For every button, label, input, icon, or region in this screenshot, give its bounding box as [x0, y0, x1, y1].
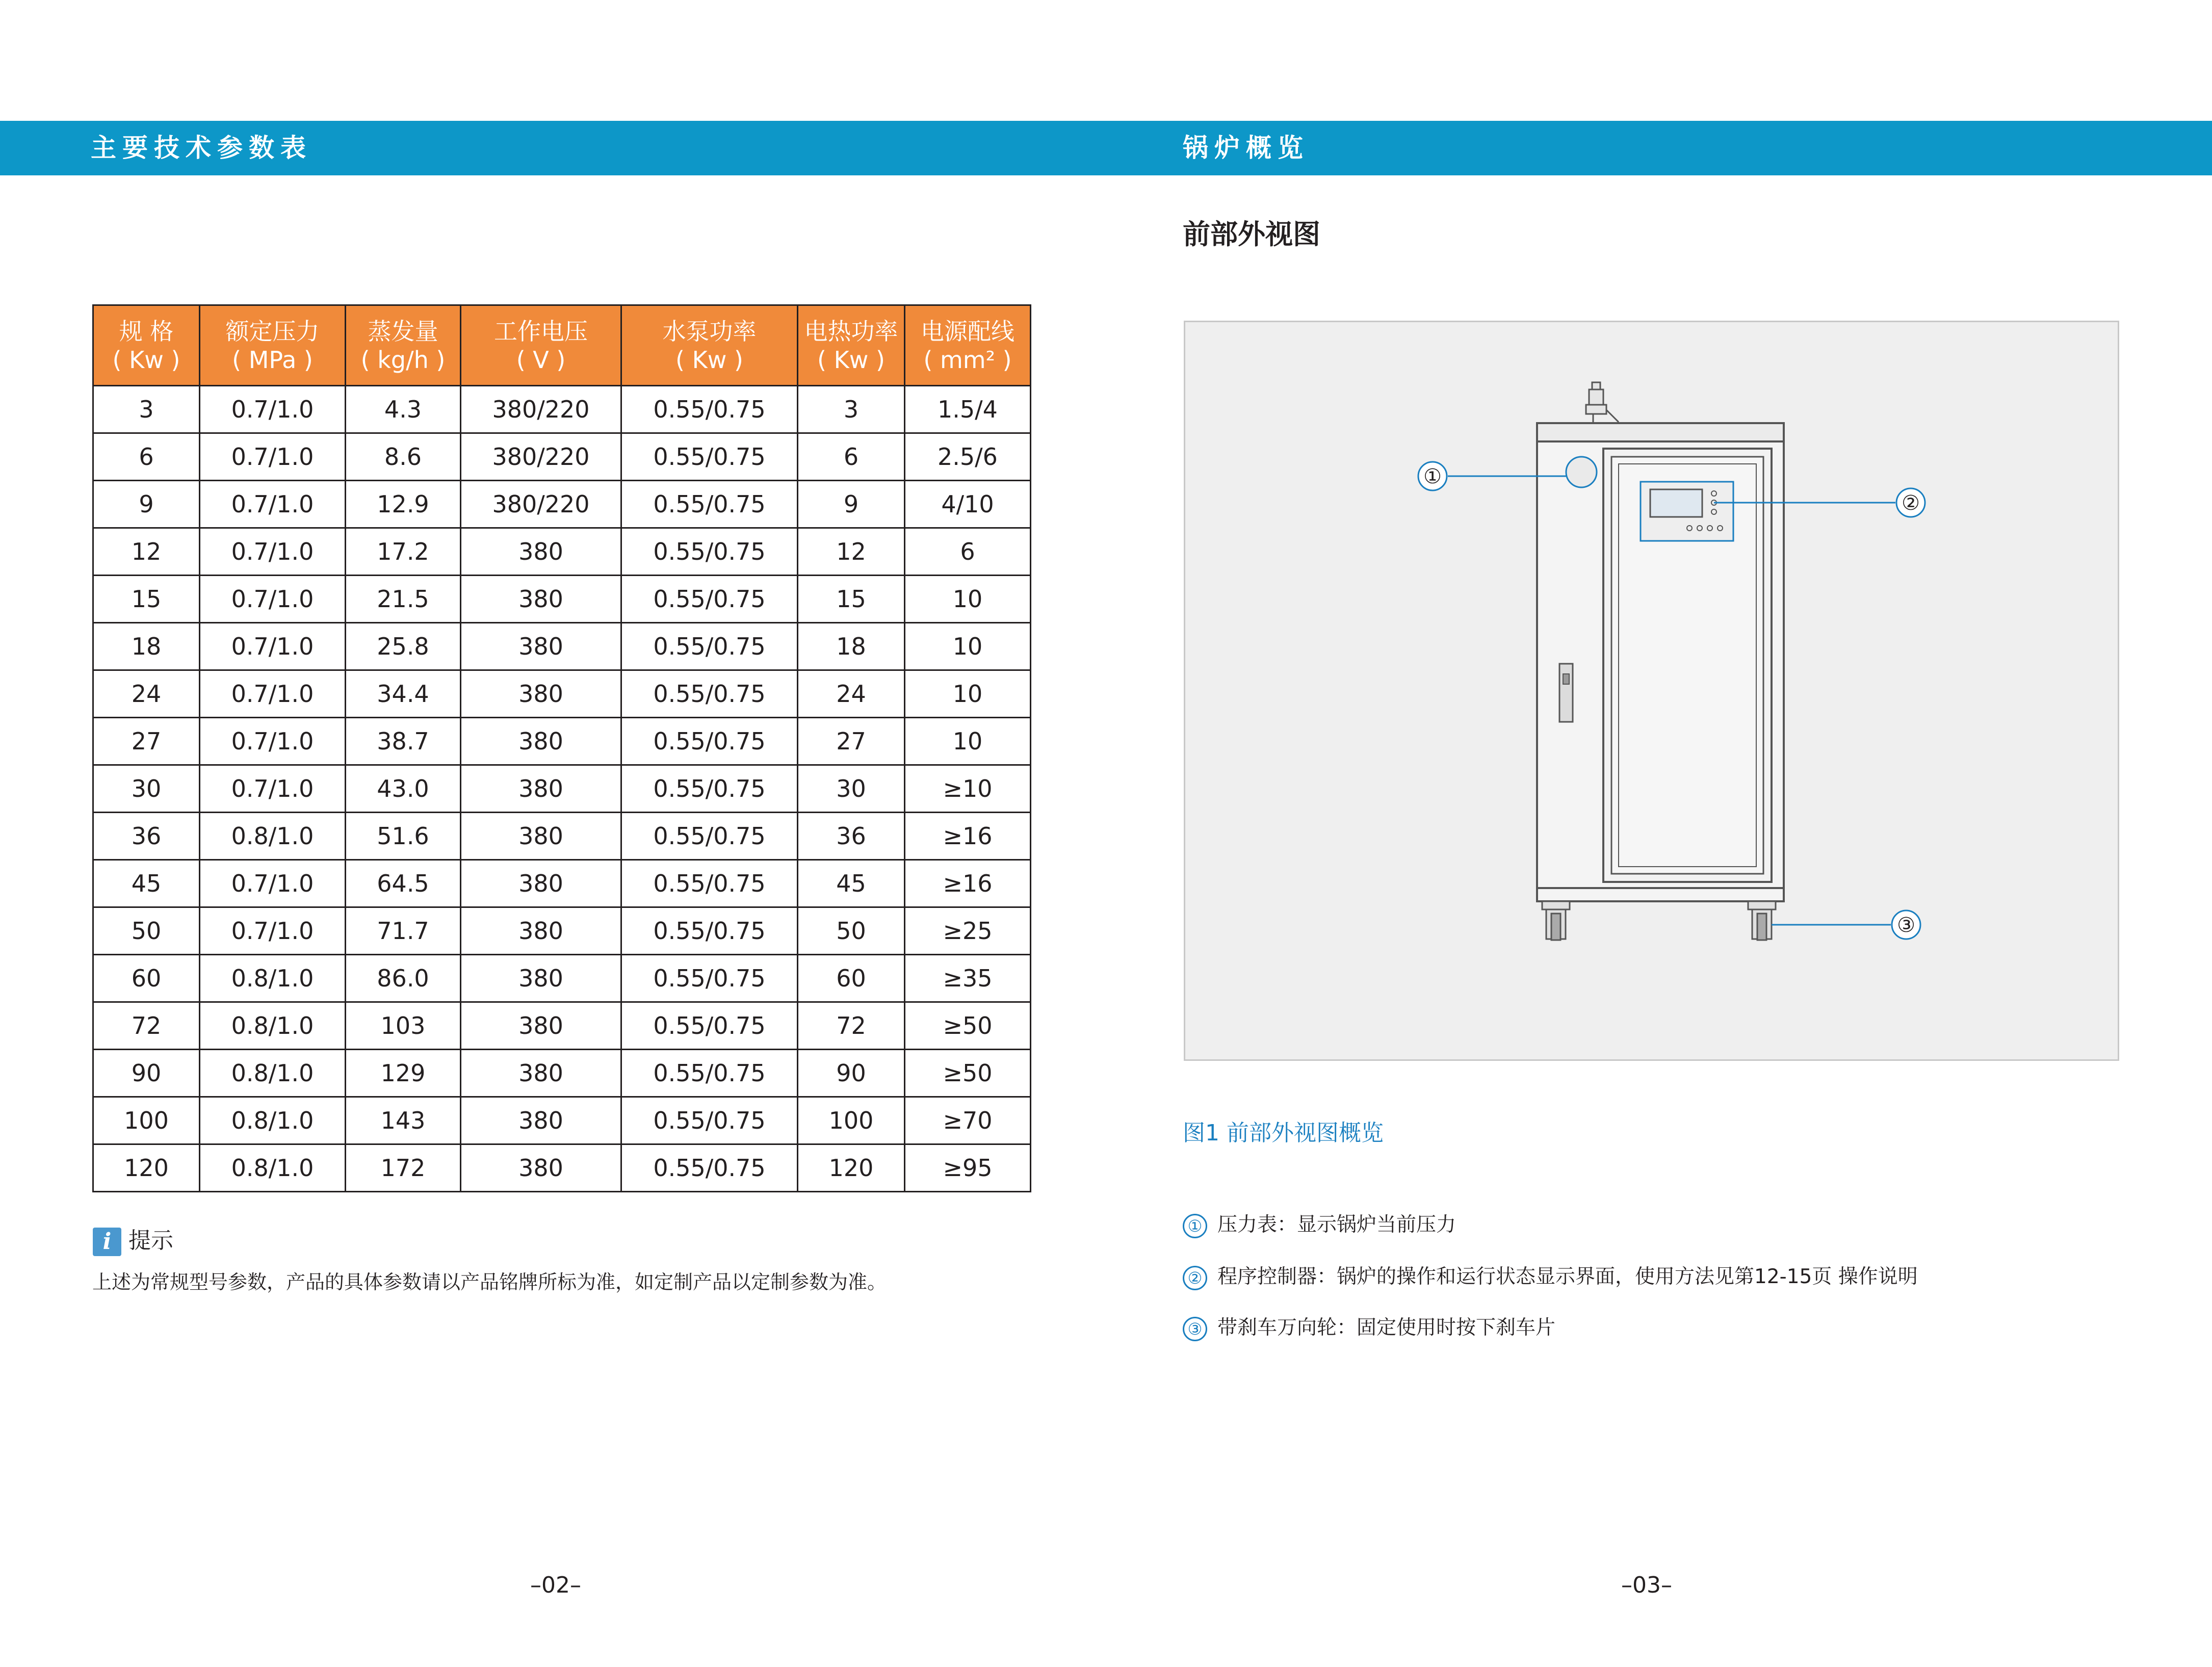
table-cell: 3	[798, 386, 905, 433]
table-cell: ≥70	[905, 1097, 1031, 1144]
tip-label: 提示	[128, 1228, 173, 1254]
table-cell: 380	[461, 1144, 621, 1192]
table-row	[93, 576, 1031, 623]
table-cell: 18	[93, 623, 200, 670]
table-cell: 50	[798, 907, 905, 955]
table-cell: 9	[798, 481, 905, 528]
right-section-title: 锅炉概览	[1183, 133, 1309, 163]
table-cell: ≥25	[905, 907, 1031, 955]
table-cell: 380	[461, 1002, 621, 1050]
table-cell: 0.7/1.0	[200, 433, 346, 481]
table-row	[93, 860, 1031, 907]
table-header-row	[93, 305, 1031, 386]
table-row	[93, 1097, 1031, 1144]
table-cell: 103	[346, 1002, 461, 1050]
table-header-cell: 电热功率 ( Kw )	[798, 305, 905, 386]
table-cell: 143	[346, 1097, 461, 1144]
table-body	[93, 386, 1031, 1192]
table-cell: 30	[93, 765, 200, 813]
callout-1-label: ①	[1423, 465, 1442, 488]
table-cell: 0.55/0.75	[621, 955, 798, 1002]
table-cell: 6	[905, 528, 1031, 576]
table-cell: 120	[798, 1144, 905, 1192]
table-cell: 86.0	[346, 955, 461, 1002]
table-cell: 0.55/0.75	[621, 528, 798, 576]
table-cell: 129	[346, 1050, 461, 1097]
pressure-gauge-icon	[1566, 457, 1597, 487]
table-cell: 0.8/1.0	[200, 1097, 346, 1144]
legend-item	[1183, 1263, 1918, 1291]
table-header-cell: 水泵功率 ( Kw )	[621, 305, 798, 386]
legend-number-icon: ②	[1183, 1266, 1207, 1290]
table-cell: 0.7/1.0	[200, 718, 346, 765]
table-cell: 0.55/0.75	[621, 907, 798, 955]
table-cell: 0.55/0.75	[621, 623, 798, 670]
table-cell: 172	[346, 1144, 461, 1192]
table-cell: 72	[798, 1002, 905, 1050]
table-cell: 34.4	[346, 670, 461, 718]
table-cell: 380	[461, 670, 621, 718]
table-row	[93, 907, 1031, 955]
table-cell: 51.6	[346, 813, 461, 860]
table-cell: 12	[798, 528, 905, 576]
table-cell: 25.8	[346, 623, 461, 670]
table-cell: 0.8/1.0	[200, 1144, 346, 1192]
table-cell: 380	[461, 860, 621, 907]
caster-wheel-right-icon	[1748, 901, 1776, 940]
table-cell: 45	[93, 860, 200, 907]
table-header-cell: 电源配线 ( mm² )	[905, 305, 1031, 386]
table-cell: ≥10	[905, 765, 1031, 813]
table-cell: ≥50	[905, 1050, 1031, 1097]
table-cell: 0.55/0.75	[621, 433, 798, 481]
table-row	[93, 1002, 1031, 1050]
table-cell: 380	[461, 955, 621, 1002]
table-row	[93, 433, 1031, 481]
table-cell: 0.55/0.75	[621, 765, 798, 813]
figure-caption: 图1 前部外视图概览	[1183, 1120, 1384, 1146]
page-number-left: –02–	[530, 1572, 581, 1598]
table-cell: 18	[798, 623, 905, 670]
table-cell: 0.7/1.0	[200, 576, 346, 623]
table-cell: 27	[93, 718, 200, 765]
table-cell: 0.55/0.75	[621, 813, 798, 860]
callout-3-label: ③	[1897, 914, 1915, 937]
table-row	[93, 718, 1031, 765]
table-cell: 12	[93, 528, 200, 576]
legend-number-icon: ③	[1183, 1317, 1207, 1341]
table-row	[93, 955, 1031, 1002]
table-cell: 6	[798, 433, 905, 481]
table-cell: 100	[798, 1097, 905, 1144]
table-header-cell: 规 格 ( Kw )	[93, 305, 200, 386]
table-cell: 15	[798, 576, 905, 623]
header-bar	[0, 121, 2212, 175]
table-cell: 60	[93, 955, 200, 1002]
table-cell: 380	[461, 1050, 621, 1097]
table-cell: 10	[905, 576, 1031, 623]
table-cell: 0.7/1.0	[200, 481, 346, 528]
front-view-figure	[1184, 321, 2119, 1061]
table-cell: 0.8/1.0	[200, 955, 346, 1002]
table-cell: 6	[93, 433, 200, 481]
table-cell: 10	[905, 670, 1031, 718]
table-cell: 36	[93, 813, 200, 860]
legend-item	[1183, 1211, 1456, 1239]
table-cell: ≥95	[905, 1144, 1031, 1192]
table-cell: 0.8/1.0	[200, 1002, 346, 1050]
table-cell: 380	[461, 576, 621, 623]
spec-table	[92, 304, 1031, 1192]
table-cell: 64.5	[346, 860, 461, 907]
table-cell: 1.5/4	[905, 386, 1031, 433]
table-cell: 0.55/0.75	[621, 670, 798, 718]
table-cell: 71.7	[346, 907, 461, 955]
legend-text: 压力表：显示锅炉当前压力	[1217, 1213, 1456, 1236]
table-row	[93, 670, 1031, 718]
legend-text: 程序控制器：锅炉的操作和运行状态显示界面，使用方法见第12-15页 操作说明	[1217, 1265, 1918, 1288]
table-cell: 0.7/1.0	[200, 528, 346, 576]
page-number-right: –03–	[1621, 1572, 1672, 1598]
table-cell: 10	[905, 718, 1031, 765]
table-cell: 0.55/0.75	[621, 1144, 798, 1192]
table-cell: 8.6	[346, 433, 461, 481]
table-cell: 0.55/0.75	[621, 1097, 798, 1144]
table-cell: 0.55/0.75	[621, 1002, 798, 1050]
table-cell: 15	[93, 576, 200, 623]
table-header-cell: 额定压力 ( MPa )	[200, 305, 346, 386]
table-cell: 0.7/1.0	[200, 670, 346, 718]
table-cell: 380	[461, 528, 621, 576]
legend-item	[1183, 1314, 1555, 1342]
table-cell: 380/220	[461, 481, 621, 528]
table-cell: 0.7/1.0	[200, 623, 346, 670]
tip-text: 上述为常规型号参数，产品的具体参数请以产品铭牌所标为准，如定制产品以定制参数为准。	[92, 1271, 887, 1293]
table-cell: 380	[461, 765, 621, 813]
boiler-front-illustration	[1185, 322, 2118, 1059]
table-cell: 4.3	[346, 386, 461, 433]
table-cell: 43.0	[346, 765, 461, 813]
caster-wheel-left-icon	[1542, 901, 1570, 940]
table-row	[93, 1144, 1031, 1192]
table-row	[93, 813, 1031, 860]
table-cell: 0.7/1.0	[200, 907, 346, 955]
table-cell: 24	[798, 670, 905, 718]
table-cell: 0.55/0.75	[621, 860, 798, 907]
table-cell: 24	[93, 670, 200, 718]
table-cell: ≥16	[905, 860, 1031, 907]
table-cell: 90	[798, 1050, 905, 1097]
table-cell: 0.8/1.0	[200, 813, 346, 860]
controller-panel-icon	[1641, 482, 1733, 541]
table-row	[93, 528, 1031, 576]
table-cell: 60	[798, 955, 905, 1002]
table-cell: 30	[798, 765, 905, 813]
table-cell: ≥16	[905, 813, 1031, 860]
table-cell: 380	[461, 1097, 621, 1144]
table-cell: 27	[798, 718, 905, 765]
info-icon: i	[93, 1228, 121, 1256]
table-cell: 90	[93, 1050, 200, 1097]
table-cell: ≥50	[905, 1002, 1031, 1050]
table-cell: 120	[93, 1144, 200, 1192]
table-cell: 0.55/0.75	[621, 718, 798, 765]
table-cell: 0.7/1.0	[200, 765, 346, 813]
table-cell: 9	[93, 481, 200, 528]
table-cell: 50	[93, 907, 200, 955]
table-cell: 0.55/0.75	[621, 576, 798, 623]
table-cell: 45	[798, 860, 905, 907]
figure-subheading: 前部外视图	[1183, 218, 1320, 250]
table-cell: 380	[461, 623, 621, 670]
table-cell: 38.7	[346, 718, 461, 765]
table-header-cell: 工作电压 ( V )	[461, 305, 621, 386]
table-cell: 3	[93, 386, 200, 433]
table-cell: 4/10	[905, 481, 1031, 528]
table-cell: ≥35	[905, 955, 1031, 1002]
table-cell: 10	[905, 623, 1031, 670]
table-cell: 0.55/0.75	[621, 1050, 798, 1097]
table-row	[93, 481, 1031, 528]
safety-valve-icon	[1586, 382, 1619, 424]
table-cell: 0.7/1.0	[200, 860, 346, 907]
table-cell: 380/220	[461, 386, 621, 433]
table-cell: 380	[461, 907, 621, 955]
table-cell: 0.55/0.75	[621, 386, 798, 433]
table-cell: 100	[93, 1097, 200, 1144]
callout-2-label: ②	[1902, 491, 1920, 515]
table-row	[93, 386, 1031, 433]
table-cell: 12.9	[346, 481, 461, 528]
table-cell: 21.5	[346, 576, 461, 623]
left-section-title: 主要技术参数表	[91, 133, 312, 163]
table-cell: 380/220	[461, 433, 621, 481]
table-cell: 380	[461, 813, 621, 860]
table-cell: 0.55/0.75	[621, 481, 798, 528]
table-row	[93, 623, 1031, 670]
table-cell: 0.7/1.0	[200, 386, 346, 433]
table-cell: 72	[93, 1002, 200, 1050]
table-header-cell: 蒸发量 ( kg/h )	[346, 305, 461, 386]
table-cell: 0.8/1.0	[200, 1050, 346, 1097]
legend-text: 带刹车万向轮：固定使用时按下刹车片	[1217, 1316, 1556, 1339]
table-row	[93, 1050, 1031, 1097]
table-cell: 36	[798, 813, 905, 860]
table-cell: 2.5/6	[905, 433, 1031, 481]
table-cell: 380	[461, 718, 621, 765]
table-cell: 17.2	[346, 528, 461, 576]
table-row	[93, 765, 1031, 813]
legend-number-icon: ①	[1183, 1214, 1207, 1238]
